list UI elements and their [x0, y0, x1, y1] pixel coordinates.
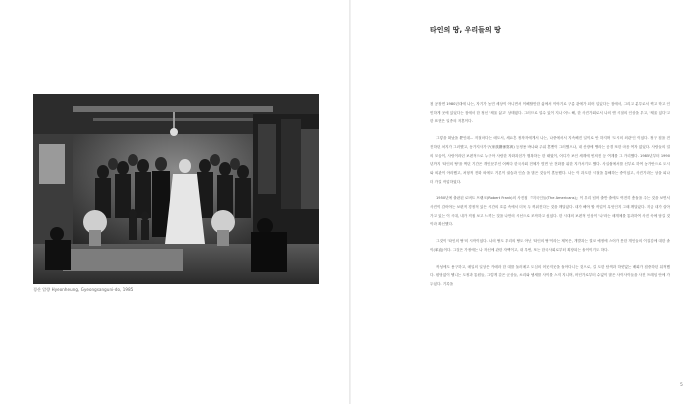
page-number: 5 — [680, 383, 683, 388]
paragraph-2: 그렇을 떠났을 뿐인데... 저절마다는 매도서, 세요흔 정착자에게서 나는, 나중에서서 지속해진 일이로 안 하지며 '도시의 외관'인 이었다. 정구 집을 전진하던 처지가 그러했고, 동가지사가구(家族關係寫眞) 등정용 바나와 주위 혼맨이 그러했으나, 내 산장에 앵라는 공경 또한 마음 여자 없었다. 사랑들의 얼의 모습이, 사랑이라던 보편적으로 누구아 사람한 자화과친가 행복하는 한 때였이, 어디가 보인 세계에 빈져진 등 여계를 그 가리했다. 1985년부터 1990년까지 '타인의 땅'을 찍던 기간은 개인문부인 어쩌다 한국사회 전체가 빗면 난 전화를 위한 지가서기도 했다. 사실쉼에서를 신부로 하여 농가안으로 도시와 외관이 아라했고, 처형적 전화 외에도 거론이 권습과 인습 을 많은 것들이 혼동했다. 나는 이 과도한 시절을 통해하는 중이었고, 사진기라는 상을 피나 더 가길 작업하였다. — [430, 136, 670, 184]
paragraph-4: 그것이 '타인의 땅'의 시작이었다. 나의 땅도 우리의 땅도 아닌 '타인의 땅'이라는 제목은, 개발과는 결코 예정에 스어가 못한 개인들의 이질감에 대한 솔이(率直)이다. 그것은 가정에는 나 자신에 관한 자백이고, 내 우번, 또는 한국사회로부터 획장되는 솔이이기도 하다. — [430, 239, 670, 252]
paragraph-5: 작성에도 용구하고, 매일의 일상은 카메라 한 대를 둘러메고 도심의 어곳저곳을 돌아다니는 것으로, 길 도한 탐색과 하얏없는 배회가 집중하던 뒤적했다. 원당없이 헬니는 도정과 통원들, 그렇게 같은 군상들, 소리와 냄새를 사이를 스저 지니며, 어딘가로부터 수없이 많은 사이사이들을 사진 프레임 안에 가두었다. 기록을 — [430, 264, 670, 286]
photo-caption: 경산 압량 Hyeonheung, Gyeongsanguni-do, 1985 — [33, 287, 134, 292]
essay-body — [430, 100, 670, 297]
paragraph-1: 첫 공장면 1980년대에 나는, 자기가 농민 세상이 아니면서 이해할만한 삶에서 이야기로 구름 관에가 되어 입있다는 점에서, 그리고 분투로서 찍고 학고 인민하게 곳에 있었다는 점에서 한 정신 '채울 삶고' 상태였다. 그러므로 얼수 있이 지나 어느 해, 한 사진가회로서 나의 앤 시절의 인상을 우고, '채울 있다'고 한 표현은 일종의 저혼이다. — [430, 102, 670, 124]
paragraph-3: 1950년에 출판된 로버트 프랭크(Robert Frank)의 사진집 『미국인들(The Americans)』이 우리 넘어 출반 출에도 여전히 충돌을 주는 것을 보면서 사진이 감어야는 보편적 경정적 있든 시간의 흐름 속에서 더욱 두 꺼워진다는 것을 깨달았다. 내가 해야 할 작업이 무엇인지 그때 깨달았다. 지금 내가 살아가고 있는 이 시대, 내가 직접 보고 느끼는 것을 나만의 시선으로 조작하고 싶었다. 한 시대의 보편적 인상이 '나'라는 매개체를 통과하여 사진 속에 담길 것이라 확신했다. — [430, 196, 670, 227]
left-page — [0, 0, 349, 404]
photograph-image — [33, 94, 319, 284]
photograph — [33, 94, 319, 284]
essay-title: 타인의 땅, 우리들의 땅 — [430, 26, 501, 34]
